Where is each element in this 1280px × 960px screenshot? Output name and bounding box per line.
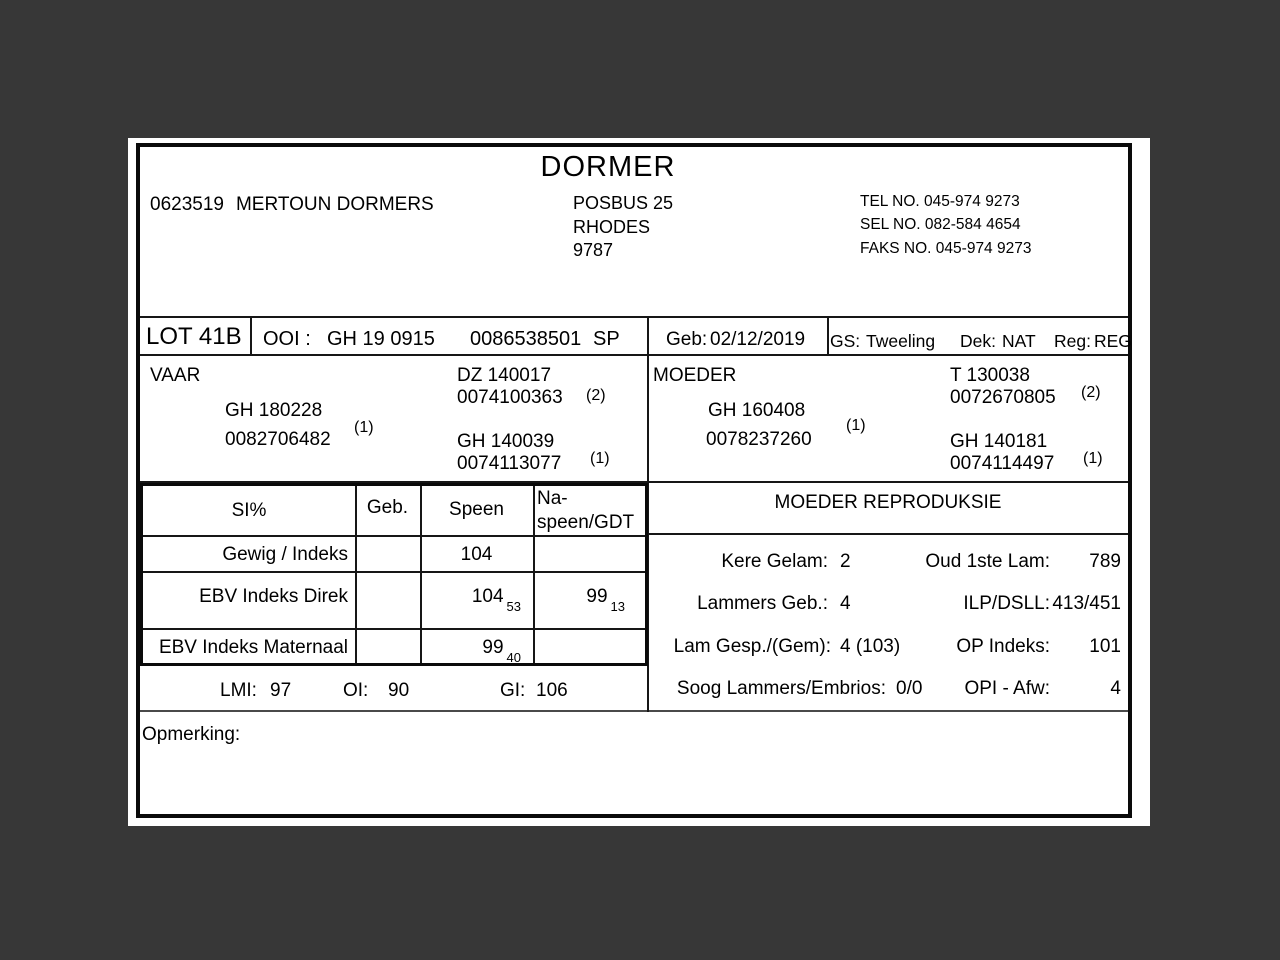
breed-title: DORMER [540, 151, 676, 183]
repro-op-indeks-value: 101 [1089, 636, 1121, 657]
si-header-speen: Speen [449, 499, 504, 520]
sire-dam-code: GH 140039 [457, 431, 555, 452]
sire-note: (1) [354, 419, 374, 436]
dam-sire-note: (2) [1081, 384, 1101, 401]
postal-address [573, 192, 673, 263]
remarks-label: Opmerking: [142, 724, 241, 745]
sire-heading: VAAR [150, 365, 201, 386]
si-maternaal-speen-accuracy: 40 [506, 649, 521, 665]
si-index-table [140, 483, 648, 666]
lmi-value: 97 [270, 680, 292, 701]
dek-label: Dek: [960, 331, 996, 351]
si-header-si: SI% [231, 500, 267, 521]
repro-lam-gesp-value: 4 (103) [840, 636, 901, 657]
tel-line: TEL NO. 045-974 9273 [860, 193, 1020, 210]
si-direk-naspeen-accuracy: 13 [610, 598, 625, 614]
oi-value: 90 [388, 680, 410, 701]
dam-reg-no: 0078237260 [706, 429, 812, 450]
si-direk-naspeen [533, 586, 625, 614]
sire-sire-code: DZ 140017 [457, 365, 552, 386]
si-row-line-3 [143, 628, 645, 630]
dam-heading: MOEDER [653, 365, 737, 386]
gi-label: GI: [500, 680, 526, 701]
dam-dam-reg-no: 0074114497 [950, 453, 1055, 474]
si-row-line-2 [143, 571, 645, 573]
dek-value: NAT [1002, 331, 1036, 351]
catalog-page [128, 138, 1150, 826]
repro-lammers-geb-label: Lammers Geb.: [697, 593, 828, 614]
lmi-label: LMI: [220, 680, 257, 701]
repro-lammers-geb-value: 4 [840, 593, 851, 614]
repro-kere-gelam-label: Kere Gelam: [721, 551, 828, 572]
si-maternaal-speen-value: 99 [482, 637, 504, 658]
repro-oud-1ste-lam-value: 789 [1089, 551, 1121, 572]
lot-cell-divider-1 [250, 316, 252, 356]
contact-block [860, 190, 1031, 260]
gi-value: 106 [536, 680, 568, 701]
address-line-2: RHODES [573, 216, 651, 237]
lot-cell-divider-2 [827, 316, 829, 356]
si-direk-speen-accuracy: 53 [506, 598, 521, 614]
repro-soog-lammers-label: Soog Lammers/Embrios: [676, 678, 886, 699]
repro-kere-gelam-value: 2 [840, 551, 851, 572]
sire-dam-reg-no: 0074113077 [457, 453, 562, 474]
si-row-label-maternaal: EBV Indeks Maternaal [158, 637, 348, 658]
reg-label: Reg: [1054, 331, 1091, 351]
animal-flag: SP [593, 328, 620, 350]
si-maternaal-speen [420, 637, 521, 665]
fax-line: FAKS NO. 045-974 9273 [860, 239, 1032, 257]
sire-reg-no: 0082706482 [225, 429, 331, 450]
animal-sex-label: OOI : [263, 328, 311, 350]
address-line-1: POSBUS 25 [573, 193, 674, 213]
si-gewig-speen [420, 544, 533, 566]
animal-code: GH 19 0915 [327, 328, 435, 350]
repro-title: MOEDER REPRODUKSIE [774, 492, 1002, 513]
birth-date: 02/12/2019 [710, 329, 806, 350]
breeder-line [150, 194, 434, 216]
cell-line: SEL NO. 082-584 4654 [860, 216, 1021, 234]
card-frame [136, 143, 1132, 818]
oi-label: OI: [343, 680, 369, 701]
si-col-line-3 [533, 486, 535, 663]
dam-dam-note: (1) [1083, 450, 1103, 467]
repro-opi-afw-label: OPI - Afw: [964, 678, 1050, 699]
animal-reg-no: 0086538501 [470, 328, 582, 350]
sire-dam-note: (1) [590, 450, 610, 467]
address-line-3: 9787 [573, 240, 614, 260]
dam-dam-code: GH 140181 [950, 431, 1048, 452]
dam-sire-code: T 130038 [950, 365, 1030, 386]
reg-value: REG [1094, 331, 1132, 351]
si-direk-naspeen-value: 99 [586, 586, 608, 607]
si-header-naspeen: Na-speen/GDT [537, 488, 635, 533]
gs-label: GS: [830, 331, 861, 351]
si-gewig-speen-value: 104 [460, 544, 493, 565]
sire-sire-note: (2) [586, 387, 606, 404]
remarks-top-line [140, 710, 1128, 712]
lot-row-bottom-line [140, 354, 1128, 356]
breeder-name: MERTOUN DORMERS [235, 194, 434, 215]
breeder-number: 0623519 [150, 194, 224, 215]
repro-title-underline [648, 533, 1128, 535]
gs-value: Tweeling [866, 331, 936, 351]
si-direk-speen [420, 586, 521, 614]
si-direk-speen-value: 104 [471, 586, 504, 607]
si-header-geb: Geb. [366, 497, 409, 518]
dam-note: (1) [846, 417, 866, 434]
repro-ilp-dsll-label: ILP/DSLL: [963, 593, 1050, 614]
repro-oud-1ste-lam-label: Oud 1ste Lam: [925, 551, 1050, 572]
si-row-line-1 [143, 535, 645, 537]
repro-ilp-dsll-value: 413/451 [1052, 593, 1121, 614]
si-row-label-gewig: Gewig / Indeks [222, 544, 348, 565]
dam-code: GH 160408 [708, 400, 806, 421]
lot-row-top-line [140, 316, 1128, 318]
repro-op-indeks-label: OP Indeks: [956, 636, 1050, 657]
si-row-label-direk: EBV Indeks Direk [199, 586, 348, 607]
sire-code: GH 180228 [225, 400, 323, 421]
dam-sire-reg-no: 0072670805 [950, 387, 1056, 408]
birth-label: Geb: [666, 329, 708, 350]
sire-sire-reg-no: 0074100363 [457, 387, 563, 408]
repro-lam-gesp-label: Lam Gesp./(Gem): [673, 636, 831, 657]
repro-opi-afw-value: 4 [1110, 678, 1121, 699]
repro-soog-lammers-value: 0/0 [896, 678, 923, 699]
lot-number: LOT 41B [146, 323, 242, 350]
